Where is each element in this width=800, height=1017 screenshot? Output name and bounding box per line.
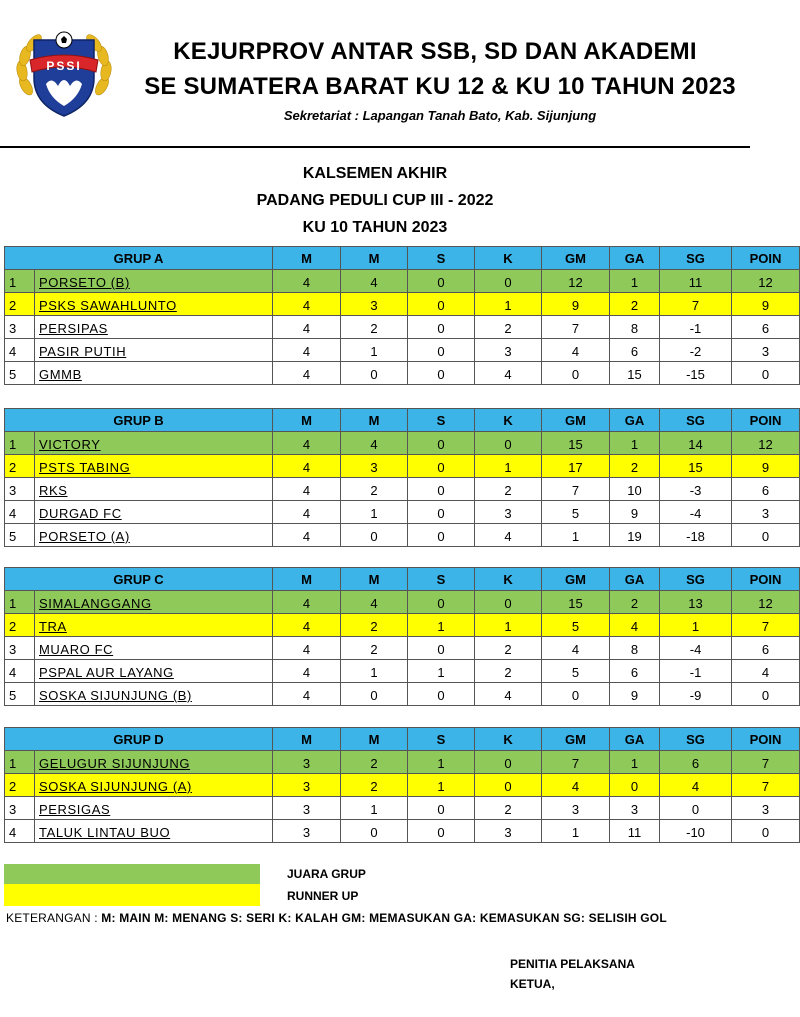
team-name: PASIR PUTIH xyxy=(35,339,273,362)
rank-cell: 4 xyxy=(5,820,35,843)
group-table xyxy=(4,246,800,385)
stat-cell-s: 0 xyxy=(408,432,475,455)
stat-cell-gm: 1 xyxy=(542,820,610,843)
table-row xyxy=(5,270,800,293)
stat-cell-m: 3 xyxy=(273,820,341,843)
stat-cell-sg: -4 xyxy=(660,637,732,660)
rank-cell: 1 xyxy=(5,432,35,455)
team-name: PSKS SAWAHLUNTO xyxy=(35,293,273,316)
stat-cell-k: 2 xyxy=(475,478,542,501)
column-header: GA xyxy=(610,728,660,751)
group-name: GRUP B xyxy=(5,409,273,432)
stat-cell-m: 3 xyxy=(273,751,341,774)
stat-cell-mn: 1 xyxy=(341,501,408,524)
column-header: GA xyxy=(610,247,660,270)
committee-label: PENITIA PELAKSANA xyxy=(510,957,635,971)
table-row xyxy=(5,524,800,547)
team-name: SIMALANGGANG xyxy=(35,591,273,614)
chair-label: KETUA, xyxy=(510,977,555,991)
stat-cell-s: 1 xyxy=(408,614,475,637)
stat-cell-s: 0 xyxy=(408,478,475,501)
stat-cell-poin: 6 xyxy=(732,637,800,660)
group-name: GRUP C xyxy=(5,568,273,591)
title-line2: PADANG PEDULI CUP III - 2022 xyxy=(256,192,494,209)
stat-cell-gm: 15 xyxy=(542,591,610,614)
stat-cell-k: 0 xyxy=(475,774,542,797)
stat-cell-m: 4 xyxy=(273,591,341,614)
stat-cell-k: 1 xyxy=(475,455,542,478)
stat-cell-k: 0 xyxy=(475,591,542,614)
group-table xyxy=(4,408,800,547)
team-name: GELUGUR SIJUNJUNG xyxy=(35,751,273,774)
rank-cell: 1 xyxy=(5,751,35,774)
rank-cell: 3 xyxy=(5,478,35,501)
stat-cell-poin: 12 xyxy=(732,270,800,293)
stat-cell-m: 4 xyxy=(273,339,341,362)
stat-cell-s: 0 xyxy=(408,339,475,362)
column-header: GM xyxy=(542,409,610,432)
table-row xyxy=(5,362,800,385)
stat-cell-k: 0 xyxy=(475,270,542,293)
stat-cell-mn: 0 xyxy=(341,820,408,843)
stat-cell-k: 4 xyxy=(475,362,542,385)
team-name: PSPAL AUR LAYANG xyxy=(35,660,273,683)
stat-cell-mn: 4 xyxy=(341,270,408,293)
stat-cell-k: 0 xyxy=(475,432,542,455)
team-name: PERSIPAS xyxy=(35,316,273,339)
column-header: POIN xyxy=(732,728,800,751)
stat-cell-sg: 14 xyxy=(660,432,732,455)
stat-cell-gm: 7 xyxy=(542,751,610,774)
logo-text: PSSI xyxy=(46,59,82,73)
stat-cell-poin: 3 xyxy=(732,501,800,524)
stat-cell-poin: 0 xyxy=(732,524,800,547)
stat-cell-poin: 0 xyxy=(732,820,800,843)
stat-cell-k: 4 xyxy=(475,524,542,547)
stat-cell-ga: 6 xyxy=(610,660,660,683)
column-header: K xyxy=(475,409,542,432)
column-header: POIN xyxy=(732,568,800,591)
rank-cell: 2 xyxy=(5,614,35,637)
stat-cell-k: 2 xyxy=(475,637,542,660)
column-header: S xyxy=(408,568,475,591)
stat-cell-poin: 0 xyxy=(732,683,800,706)
column-header: K xyxy=(475,247,542,270)
stat-cell-m: 3 xyxy=(273,797,341,820)
rank-cell: 4 xyxy=(5,501,35,524)
stat-cell-sg: 4 xyxy=(660,774,732,797)
team-name: SOSKA SIJUNJUNG (A) xyxy=(35,774,273,797)
team-name: MUARO FC xyxy=(35,637,273,660)
legend-runner-label: RUNNER UP xyxy=(287,889,359,903)
group-name: GRUP A xyxy=(5,247,273,270)
table-row xyxy=(5,614,800,637)
stat-cell-m: 4 xyxy=(273,362,341,385)
stat-cell-sg: 15 xyxy=(660,455,732,478)
stat-cell-mn: 0 xyxy=(341,524,408,547)
stat-cell-ga: 8 xyxy=(610,316,660,339)
rank-cell: 2 xyxy=(5,455,35,478)
stat-cell-m: 4 xyxy=(273,270,341,293)
column-header: GM xyxy=(542,247,610,270)
table-row xyxy=(5,339,800,362)
stat-cell-s: 1 xyxy=(408,751,475,774)
stat-cell-mn: 2 xyxy=(341,614,408,637)
column-header: GM xyxy=(542,568,610,591)
stat-cell-gm: 5 xyxy=(542,614,610,637)
stat-cell-k: 4 xyxy=(475,683,542,706)
stat-cell-poin: 12 xyxy=(732,591,800,614)
team-name: DURGAD FC xyxy=(35,501,273,524)
stat-cell-m: 4 xyxy=(273,293,341,316)
stat-cell-k: 0 xyxy=(475,751,542,774)
stat-cell-s: 0 xyxy=(408,524,475,547)
rank-cell: 4 xyxy=(5,339,35,362)
stat-cell-gm: 15 xyxy=(542,432,610,455)
team-name: TRA xyxy=(35,614,273,637)
rank-cell: 2 xyxy=(5,293,35,316)
table-row xyxy=(5,637,800,660)
column-header: K xyxy=(475,568,542,591)
keterangan-prefix: KETERANGAN : xyxy=(6,911,98,925)
column-header: S xyxy=(408,728,475,751)
stat-cell-gm: 5 xyxy=(542,501,610,524)
stat-cell-mn: 4 xyxy=(341,432,408,455)
stat-cell-k: 2 xyxy=(475,797,542,820)
stat-cell-gm: 17 xyxy=(542,455,610,478)
table-row xyxy=(5,660,800,683)
column-header: S xyxy=(408,409,475,432)
column-header: GA xyxy=(610,409,660,432)
stat-cell-k: 3 xyxy=(475,820,542,843)
stat-cell-gm: 4 xyxy=(542,339,610,362)
stat-cell-poin: 3 xyxy=(732,339,800,362)
keterangan-note xyxy=(6,911,667,925)
stat-cell-m: 4 xyxy=(273,432,341,455)
rank-cell: 3 xyxy=(5,637,35,660)
column-header: M xyxy=(341,247,408,270)
table-row xyxy=(5,683,800,706)
stat-cell-mn: 1 xyxy=(341,339,408,362)
stat-cell-m: 4 xyxy=(273,478,341,501)
stat-cell-mn: 3 xyxy=(341,293,408,316)
table-row xyxy=(5,591,800,614)
stat-cell-ga: 1 xyxy=(610,751,660,774)
stat-cell-poin: 9 xyxy=(732,455,800,478)
column-header: M xyxy=(341,409,408,432)
stat-cell-ga: 3 xyxy=(610,797,660,820)
column-header: M xyxy=(341,568,408,591)
stat-cell-sg: -4 xyxy=(660,501,732,524)
stat-cell-ga: 15 xyxy=(610,362,660,385)
stat-cell-m: 4 xyxy=(273,614,341,637)
stat-cell-s: 0 xyxy=(408,455,475,478)
stat-cell-k: 2 xyxy=(475,660,542,683)
stat-cell-mn: 1 xyxy=(341,660,408,683)
stat-cell-poin: 4 xyxy=(732,660,800,683)
keterangan-text: M: MAIN M: MENANG S: SERI K: KALAH GM: MEMASUKAN GA: KEMASUKAN SG: SELISIH GOL xyxy=(101,911,667,925)
table-row xyxy=(5,455,800,478)
rank-cell: 2 xyxy=(5,774,35,797)
legend-champion-swatch xyxy=(4,864,260,884)
table-row xyxy=(5,432,800,455)
stat-cell-k: 1 xyxy=(475,293,542,316)
stat-cell-ga: 11 xyxy=(610,820,660,843)
document-title xyxy=(0,160,750,241)
stat-cell-s: 0 xyxy=(408,797,475,820)
stat-cell-gm: 4 xyxy=(542,637,610,660)
stat-cell-m: 4 xyxy=(273,637,341,660)
stat-cell-poin: 6 xyxy=(732,478,800,501)
header-title-line1: KEJURPROV ANTAR SSB, SD DAN AKADEMI xyxy=(173,38,697,65)
group-header-row xyxy=(5,247,800,270)
column-header: M xyxy=(341,728,408,751)
stat-cell-ga: 2 xyxy=(610,591,660,614)
stat-cell-mn: 2 xyxy=(341,774,408,797)
stat-cell-k: 1 xyxy=(475,614,542,637)
stat-cell-m: 4 xyxy=(273,683,341,706)
stat-cell-poin: 3 xyxy=(732,797,800,820)
stat-cell-m: 4 xyxy=(273,524,341,547)
stat-cell-mn: 3 xyxy=(341,455,408,478)
stat-cell-poin: 7 xyxy=(732,614,800,637)
rank-cell: 3 xyxy=(5,316,35,339)
stat-cell-mn: 4 xyxy=(341,591,408,614)
stat-cell-sg: 6 xyxy=(660,751,732,774)
team-name: PERSIGAS xyxy=(35,797,273,820)
group-header-row xyxy=(5,568,800,591)
stat-cell-sg: -18 xyxy=(660,524,732,547)
team-name: PORSETO (B) xyxy=(35,270,273,293)
column-header: M xyxy=(273,247,341,270)
stat-cell-sg: -3 xyxy=(660,478,732,501)
stat-cell-ga: 1 xyxy=(610,270,660,293)
column-header: M xyxy=(273,409,341,432)
header-divider xyxy=(0,146,750,148)
column-header: K xyxy=(475,728,542,751)
stat-cell-sg: 1 xyxy=(660,614,732,637)
group-table xyxy=(4,727,800,843)
column-header: SG xyxy=(660,568,732,591)
legend-runner-swatch xyxy=(4,884,260,906)
stat-cell-mn: 2 xyxy=(341,637,408,660)
stat-cell-ga: 19 xyxy=(610,524,660,547)
team-name: VICTORY xyxy=(35,432,273,455)
stat-cell-sg: -1 xyxy=(660,660,732,683)
stat-cell-s: 0 xyxy=(408,293,475,316)
stat-cell-gm: 5 xyxy=(542,660,610,683)
stat-cell-mn: 2 xyxy=(341,478,408,501)
group-header-row xyxy=(5,728,800,751)
column-header: POIN xyxy=(732,247,800,270)
stat-cell-gm: 3 xyxy=(542,797,610,820)
stat-cell-sg: -10 xyxy=(660,820,732,843)
rank-cell: 1 xyxy=(5,270,35,293)
stat-cell-sg: 0 xyxy=(660,797,732,820)
rank-cell: 5 xyxy=(5,362,35,385)
table-row xyxy=(5,501,800,524)
stat-cell-sg: 13 xyxy=(660,591,732,614)
stat-cell-gm: 0 xyxy=(542,683,610,706)
rank-cell: 3 xyxy=(5,797,35,820)
column-header: M xyxy=(273,728,341,751)
stat-cell-ga: 0 xyxy=(610,774,660,797)
stat-cell-m: 4 xyxy=(273,501,341,524)
pssi-logo xyxy=(12,26,116,122)
stat-cell-gm: 1 xyxy=(542,524,610,547)
stat-cell-ga: 9 xyxy=(610,501,660,524)
stat-cell-gm: 4 xyxy=(542,774,610,797)
legend-champion-label: JUARA GRUP xyxy=(287,867,366,881)
title-line3: KU 10 TAHUN 2023 xyxy=(302,219,448,236)
stat-cell-sg: 7 xyxy=(660,293,732,316)
column-header: SG xyxy=(660,247,732,270)
team-name: SOSKA SIJUNJUNG (B) xyxy=(35,683,273,706)
stat-cell-poin: 0 xyxy=(732,362,800,385)
stat-cell-ga: 9 xyxy=(610,683,660,706)
team-name: GMMB xyxy=(35,362,273,385)
stat-cell-mn: 0 xyxy=(341,362,408,385)
stat-cell-mn: 2 xyxy=(341,751,408,774)
title-line1: KALSEMEN AKHIR xyxy=(302,165,448,182)
stat-cell-ga: 6 xyxy=(610,339,660,362)
stat-cell-s: 0 xyxy=(408,362,475,385)
group-header-row xyxy=(5,409,800,432)
stat-cell-sg: -2 xyxy=(660,339,732,362)
stat-cell-ga: 10 xyxy=(610,478,660,501)
table-row xyxy=(5,774,800,797)
column-header: M xyxy=(273,568,341,591)
team-name: PORSETO (A) xyxy=(35,524,273,547)
table-row xyxy=(5,797,800,820)
stat-cell-poin: 9 xyxy=(732,293,800,316)
stat-cell-sg: -15 xyxy=(660,362,732,385)
stat-cell-gm: 9 xyxy=(542,293,610,316)
stat-cell-poin: 12 xyxy=(732,432,800,455)
stat-cell-mn: 1 xyxy=(341,797,408,820)
table-row xyxy=(5,478,800,501)
rank-cell: 5 xyxy=(5,524,35,547)
stat-cell-k: 2 xyxy=(475,316,542,339)
stat-cell-s: 1 xyxy=(408,660,475,683)
stat-cell-m: 3 xyxy=(273,774,341,797)
header-title-line2: SE SUMATERA BARAT KU 12 & KU 10 TAHUN 2023 xyxy=(144,73,736,100)
column-header: SG xyxy=(660,728,732,751)
stat-cell-poin: 7 xyxy=(732,751,800,774)
stat-cell-s: 0 xyxy=(408,820,475,843)
stat-cell-gm: 12 xyxy=(542,270,610,293)
rank-cell: 1 xyxy=(5,591,35,614)
column-header: S xyxy=(408,247,475,270)
stat-cell-k: 3 xyxy=(475,501,542,524)
stat-cell-s: 0 xyxy=(408,637,475,660)
stat-cell-k: 3 xyxy=(475,339,542,362)
stat-cell-m: 4 xyxy=(273,455,341,478)
stat-cell-ga: 4 xyxy=(610,614,660,637)
rank-cell: 4 xyxy=(5,660,35,683)
column-header: SG xyxy=(660,409,732,432)
table-row xyxy=(5,293,800,316)
stat-cell-s: 0 xyxy=(408,501,475,524)
table-row xyxy=(5,820,800,843)
team-name: TALUK LINTAU BUO xyxy=(35,820,273,843)
stat-cell-poin: 7 xyxy=(732,774,800,797)
stat-cell-m: 4 xyxy=(273,316,341,339)
stat-cell-sg: 11 xyxy=(660,270,732,293)
stat-cell-m: 4 xyxy=(273,660,341,683)
table-row xyxy=(5,316,800,339)
letterhead xyxy=(0,0,750,148)
stat-cell-sg: -1 xyxy=(660,316,732,339)
stat-cell-ga: 2 xyxy=(610,455,660,478)
column-header: GA xyxy=(610,568,660,591)
stat-cell-ga: 1 xyxy=(610,432,660,455)
stat-cell-mn: 2 xyxy=(341,316,408,339)
stat-cell-s: 1 xyxy=(408,774,475,797)
stat-cell-s: 0 xyxy=(408,270,475,293)
column-header: GM xyxy=(542,728,610,751)
stat-cell-gm: 7 xyxy=(542,478,610,501)
stat-cell-gm: 7 xyxy=(542,316,610,339)
rank-cell: 5 xyxy=(5,683,35,706)
stat-cell-gm: 0 xyxy=(542,362,610,385)
team-name: RKS xyxy=(35,478,273,501)
stat-cell-mn: 0 xyxy=(341,683,408,706)
stat-cell-sg: -9 xyxy=(660,683,732,706)
column-header: POIN xyxy=(732,409,800,432)
team-name: PSTS TABING xyxy=(35,455,273,478)
secretariat-address: Sekretariat : Lapangan Tanah Bato, Kab. Sijunjung xyxy=(283,108,597,123)
stat-cell-ga: 8 xyxy=(610,637,660,660)
group-name: GRUP D xyxy=(5,728,273,751)
stat-cell-s: 0 xyxy=(408,316,475,339)
group-table xyxy=(4,567,800,706)
table-row xyxy=(5,751,800,774)
stat-cell-s: 0 xyxy=(408,683,475,706)
stat-cell-poin: 6 xyxy=(732,316,800,339)
stat-cell-ga: 2 xyxy=(610,293,660,316)
stat-cell-s: 0 xyxy=(408,591,475,614)
